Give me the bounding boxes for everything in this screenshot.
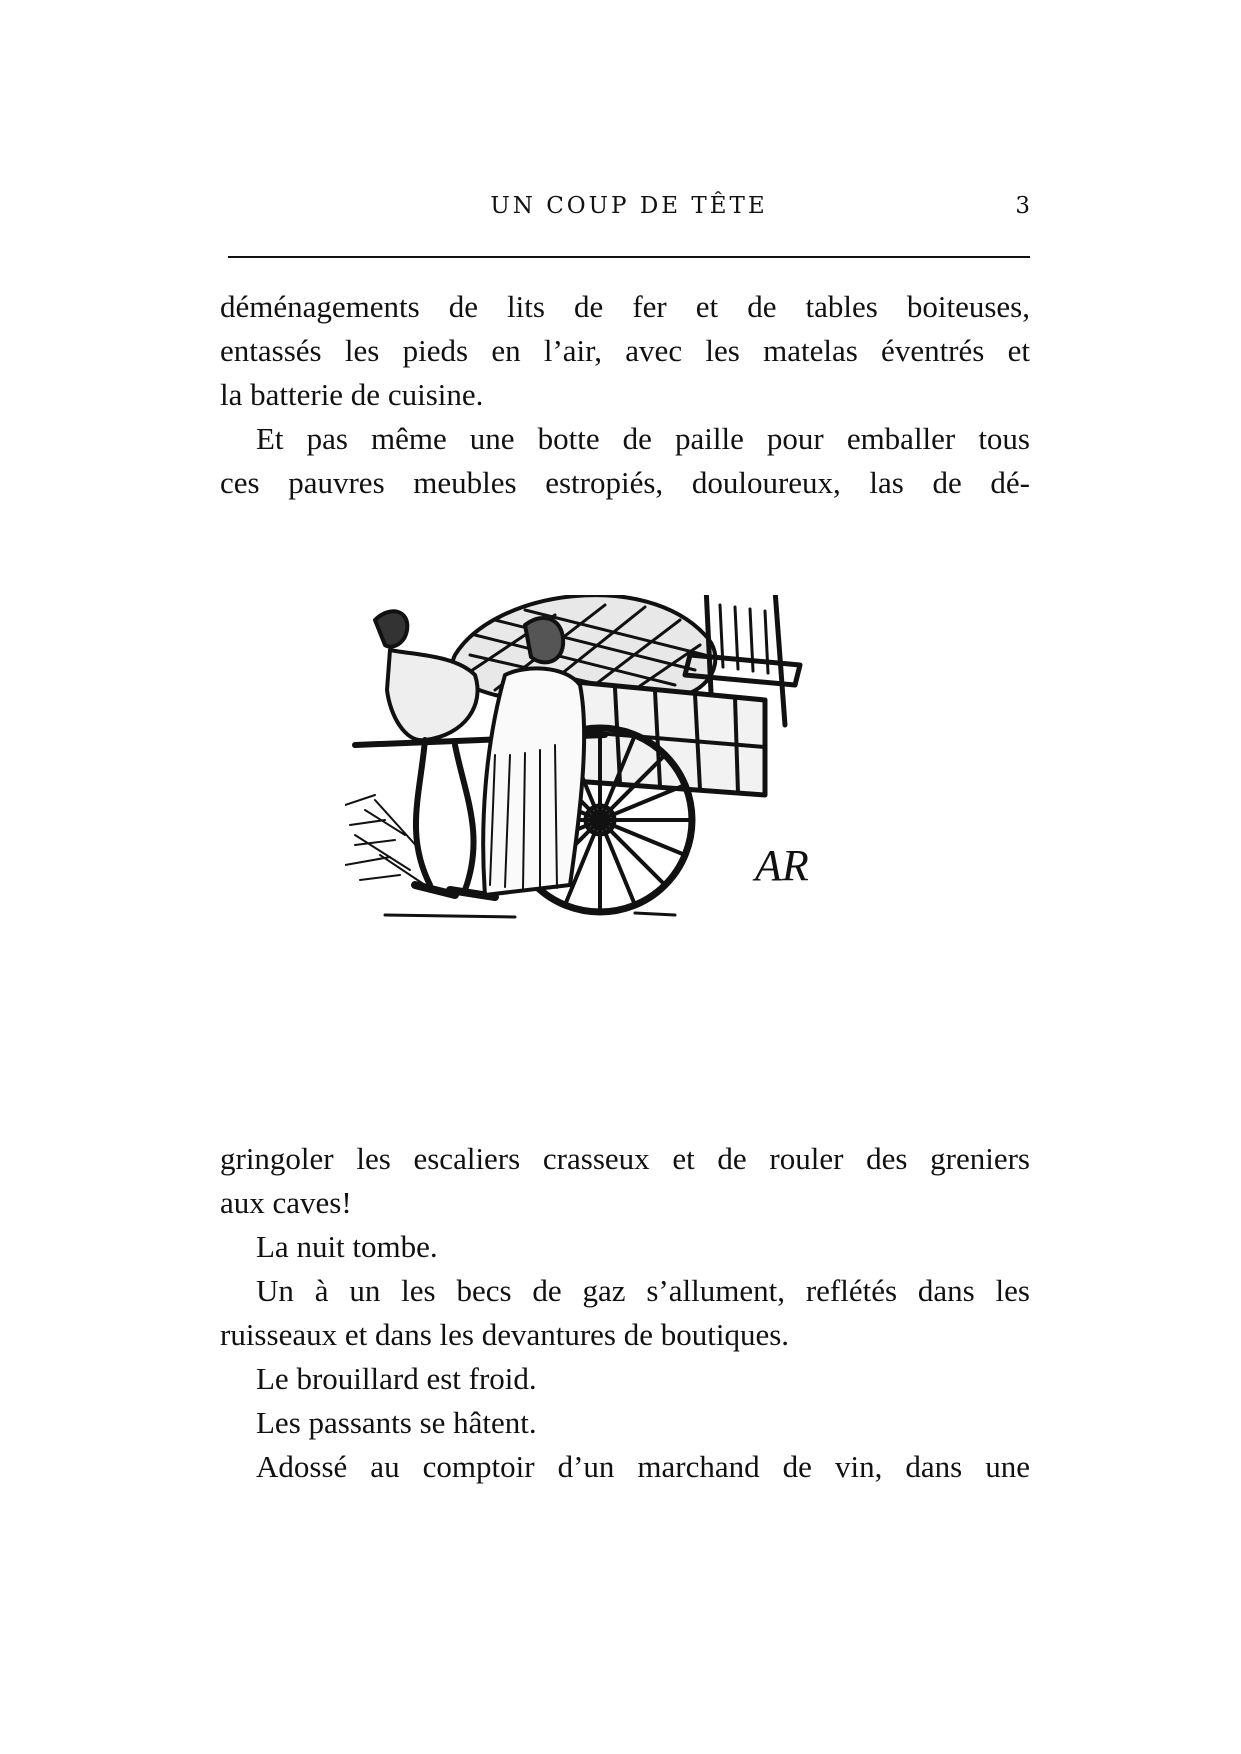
paragraph-8 — [220, 1445, 1030, 1489]
paragraph-5 — [220, 1269, 1030, 1357]
page-number: 3 — [1015, 193, 1030, 219]
man-figure — [375, 611, 407, 646]
text-line: la batterie de cuisine. — [220, 377, 484, 412]
paragraph-6 — [220, 1357, 1030, 1401]
text-line: aux caves! — [220, 1185, 352, 1220]
text-line: La nuit tombe. — [256, 1229, 438, 1264]
paragraph-3 — [220, 1137, 1030, 1225]
paragraph-7 — [220, 1401, 1030, 1445]
text-line: ruisseaux et dans les devantures de boutiques. — [220, 1317, 790, 1352]
text-line: ces pauvres meubles estropiés, douloureux, las de dé- — [220, 465, 1030, 500]
running-title: UN COUP DE TÊTE — [490, 193, 768, 219]
text-line: entassés les pieds en l’air, avec les matelas éventrés et — [220, 333, 1030, 368]
paragraph-4 — [220, 1225, 1030, 1269]
top-text-block — [220, 285, 1030, 505]
text-line: déménagements de lits de fer et de tables boiteuses, — [220, 289, 1030, 324]
straw-scribbles — [345, 795, 425, 885]
woman-figure — [525, 618, 563, 662]
paragraph-1 — [220, 285, 1030, 417]
text-line: gringoler les escaliers crasseux et de rouler des greniers — [220, 1141, 1030, 1176]
text-line: Adossé au comptoir d’un marchand de vin, dans une — [256, 1449, 1030, 1484]
paragraph-2 — [220, 417, 1030, 505]
text-line: Un à un les becs de gaz s’allument, reflétés dans les — [256, 1273, 1030, 1308]
text-line: Le brouillard est froid. — [256, 1361, 537, 1396]
bottom-text-block — [220, 1137, 1030, 1489]
running-head — [228, 193, 1030, 223]
text-line: Les passants se hâtent. — [256, 1405, 537, 1440]
engraving-illustration — [345, 595, 885, 1060]
text-line: Et pas même une botte de paille pour emballer tous — [256, 421, 1030, 456]
header-rule — [228, 256, 1030, 258]
artist-monogram: AR — [755, 841, 809, 890]
